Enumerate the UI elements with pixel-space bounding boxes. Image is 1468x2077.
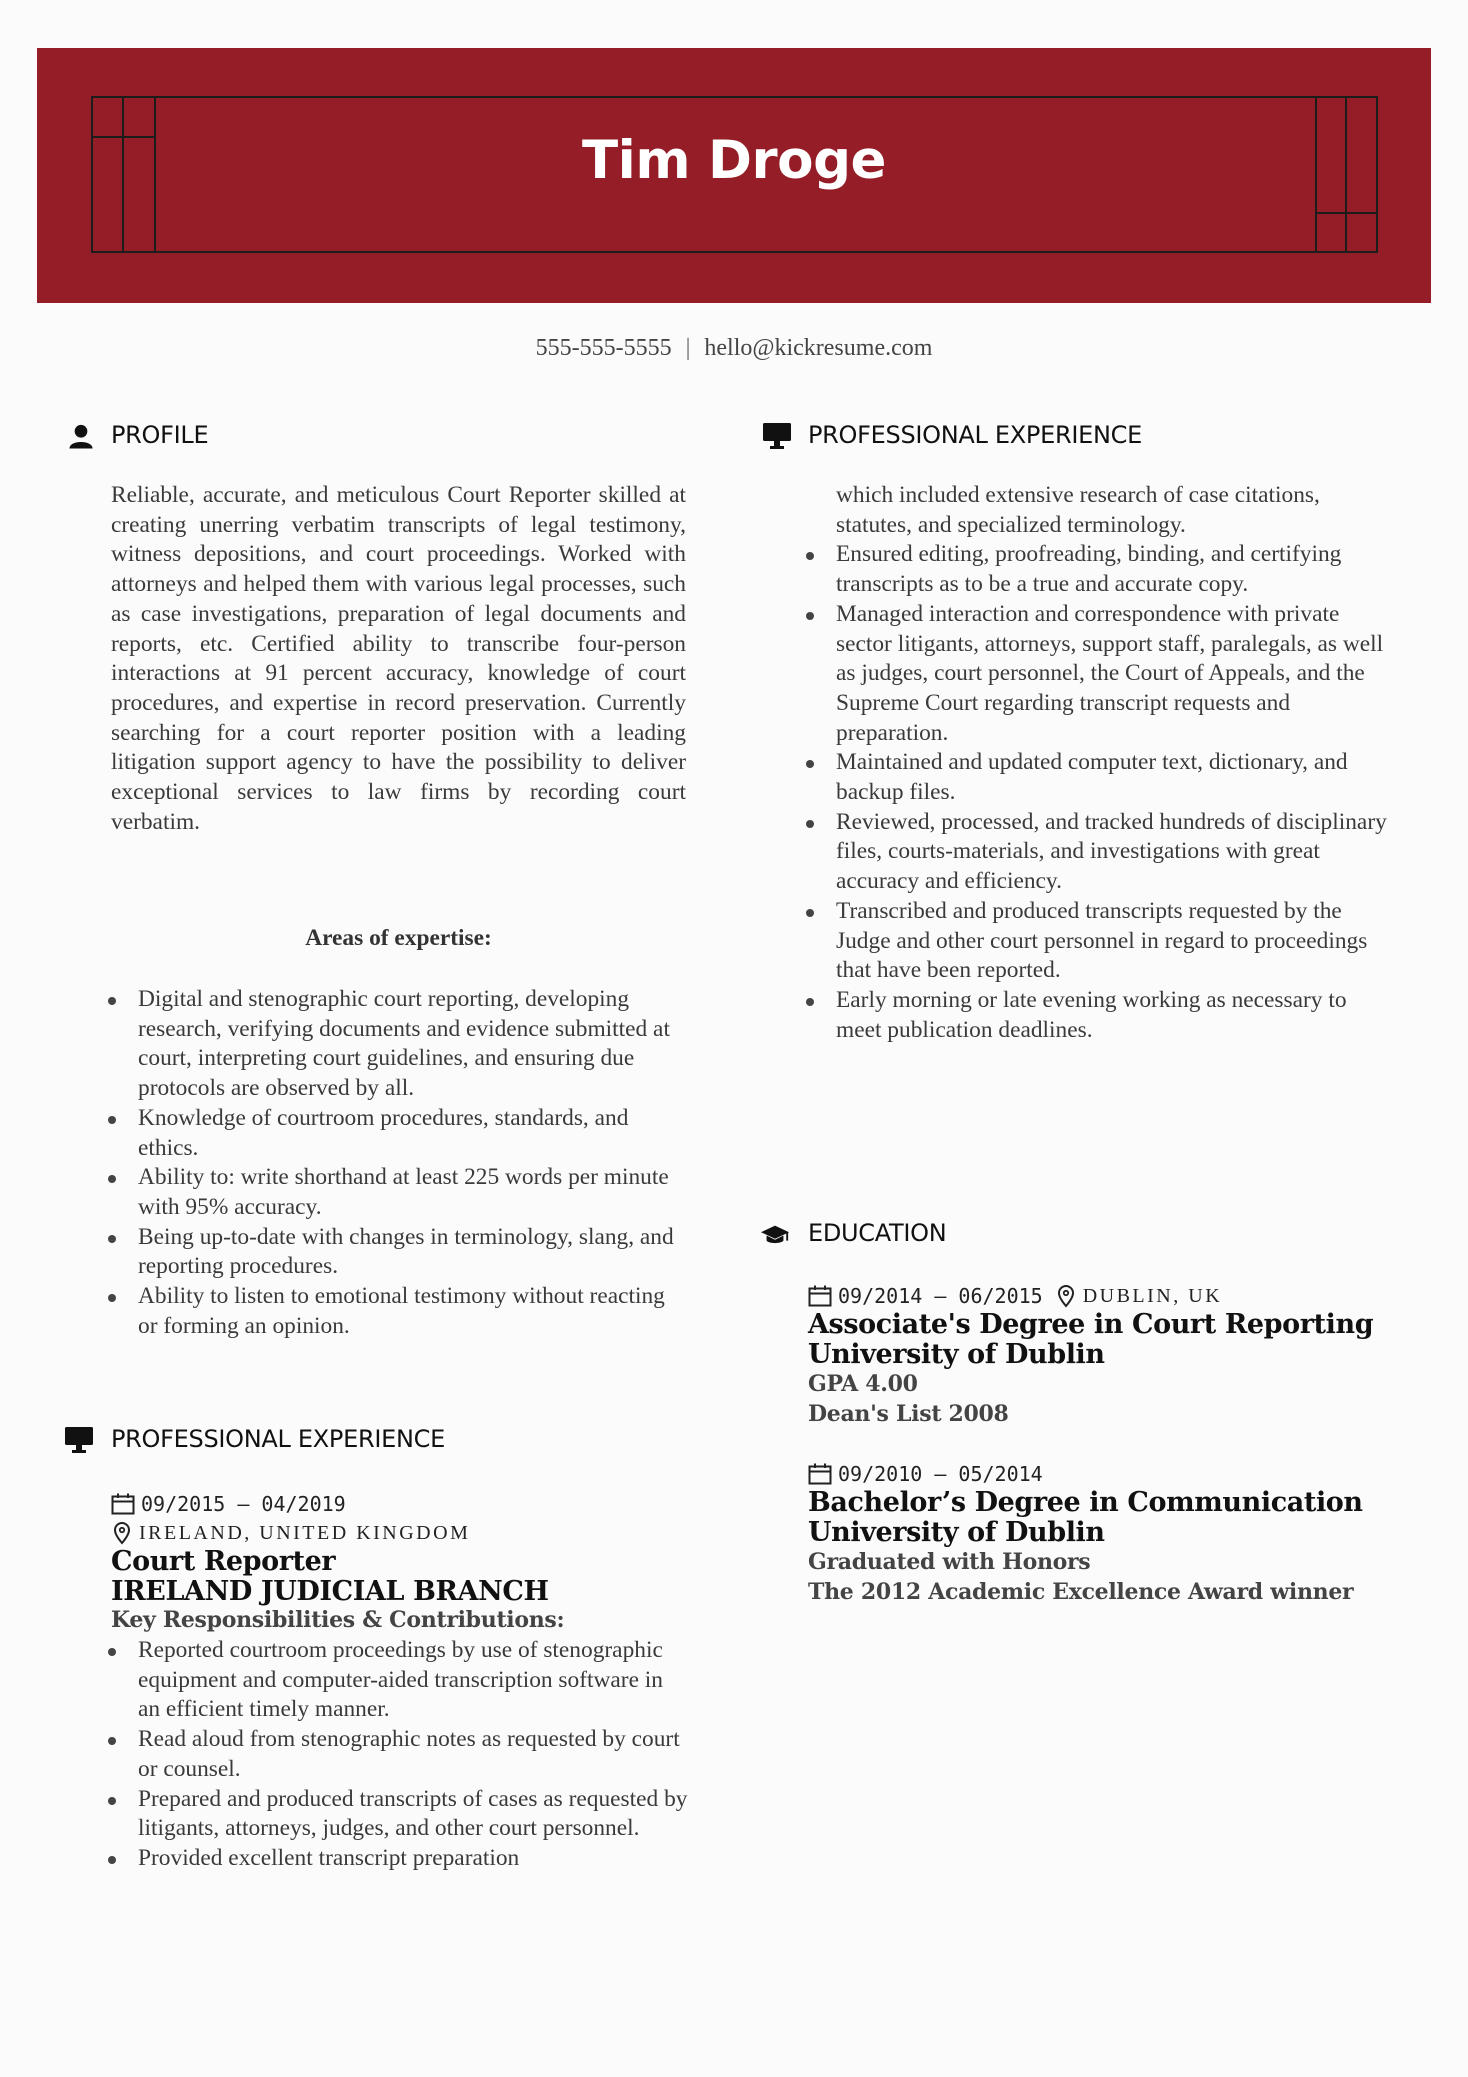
expertise-title: Areas of expertise: [305, 925, 492, 951]
education-dates-text: 09/2014 – 06/2015 [838, 1284, 1043, 1308]
list-item: Knowledge of courtroom procedures, standards, and ethics. [108, 1104, 688, 1163]
education-dates-text: 09/2010 – 05/2014 [838, 1462, 1043, 1486]
profile-section-title [66, 418, 706, 452]
education-school: University of Dublin [808, 1517, 1105, 1548]
expertise-list [108, 985, 688, 1341]
education-detail: GPA 4.00 [808, 1371, 918, 1397]
calendar-icon [808, 1285, 832, 1307]
list-item: Transcribed and produced transcripts requested by the Judge and other court personnel in regard to proceedings that have been reported. [806, 897, 1396, 986]
job-role: Court Reporter [111, 1546, 336, 1577]
calendar-icon [808, 1463, 832, 1485]
list-item: Ability to: write shorthand at least 225 words per minute with 95% accuracy. [108, 1163, 688, 1222]
education-detail: Dean's List 2008 [808, 1401, 1009, 1427]
list-item: Ability to listen to emotional testimony without reacting or forming an opinion. [108, 1282, 688, 1341]
education-school: University of Dublin [808, 1339, 1105, 1370]
candidate-name: Tim Droge [582, 130, 886, 191]
list-item: Maintained and updated computer text, dictionary, and backup files. [806, 748, 1396, 807]
contact-line [0, 335, 1468, 362]
responsibilities-continued-list [806, 481, 1396, 1045]
education-degree: Bachelor’s Degree in Communication [808, 1487, 1363, 1518]
profile-summary: Reliable, accurate, and meticulous Court Reporter skilled at creating unerring verbatim transcripts of legal testimony, witness depositions, and court proceedings. Worked with attorneys and helped them with various legal processes, such as case investigations, preparation of legal documents and reports, etc. Certified ability to transcribe four-person interactions at 91 percent accuracy, knowledge of court procedures, and expertise in record preservation. Currently searching for a court reporter position with a leading litigation support agency to have the possibility to deliver exceptional services to law firms by recording court verbatim. [111, 482, 686, 835]
graduation-cap-icon [760, 1220, 790, 1250]
education-meta [808, 1284, 1222, 1308]
monitor-icon [64, 1425, 94, 1455]
responsibilities-title: Key Responsibilities & Contributions: [111, 1607, 565, 1633]
experience-title-text: PROFESSIONAL EXPERIENCE [111, 1425, 445, 1453]
header-banner [37, 48, 1431, 303]
list-item: Reviewed, processed, and tracked hundreds of disciplinary files, courts-materials, and investigations with great accuracy and efficiency. [806, 808, 1396, 897]
education-title-text: EDUCATION [808, 1219, 947, 1247]
experience-continued-title [762, 418, 1402, 452]
job-location [111, 1521, 470, 1545]
list-item: which included extensive research of case citations, statutes, and specialized terminology. [836, 482, 1320, 538]
list-item: Provided excellent transcript preparation [108, 1844, 688, 1874]
list-item: Digital and stenographic court reporting, developing research, verifying documents and evidence submitted at court, interpreting court guidelines, and ensuring due protocols are observed by all. [108, 985, 688, 1104]
experience-title-text: PROFESSIONAL EXPERIENCE [808, 421, 1142, 449]
frame-line [1315, 212, 1377, 214]
education-detail: Graduated with Honors [808, 1549, 1091, 1575]
job-employer: IRELAND JUDICIAL BRANCH [111, 1576, 549, 1607]
list-item: Early morning or late evening working as necessary to meet publication deadlines. [806, 986, 1396, 1045]
email[interactable]: hello@kickresume.com [704, 335, 933, 361]
list-item: Ensured editing, proofreading, binding, and certifying transcripts as to be a true and accurate copy. [806, 540, 1396, 599]
contact-separator: | [685, 335, 691, 361]
list-item: Reported courtroom proceedings by use of stenographic equipment and computer-aided transcription software in an efficient timely manner. [108, 1636, 688, 1725]
list-item: Prepared and produced transcripts of cases as requested by litigants, attorneys, judges, and other court personnel. [108, 1785, 688, 1844]
profile-title-text: PROFILE [111, 421, 209, 449]
experience-section-title [64, 1422, 704, 1456]
phone[interactable]: 555-555-5555 [535, 335, 672, 361]
calendar-icon [111, 1493, 135, 1515]
list-item: Managed interaction and correspondence with private sector litigants, attorneys, support staff, paralegals, as well as judges, court personnel, the Court of Appeals, and the Supreme Court regarding transcript requests and preparation. [806, 600, 1396, 749]
job-dates [111, 1492, 346, 1516]
responsibilities-list [108, 1636, 688, 1874]
education-meta [808, 1462, 1043, 1486]
location-pin-icon [111, 1521, 133, 1545]
education-section-title [760, 1216, 1400, 1250]
list-item: Read aloud from stenographic notes as requested by court or counsel. [108, 1725, 688, 1784]
education-location-text: DUBLIN, UK [1082, 1284, 1223, 1307]
list-item: Being up-to-date with changes in terminology, slang, and reporting procedures. [108, 1223, 688, 1282]
education-detail: The 2012 Academic Excellence Award winner [808, 1579, 1354, 1605]
person-icon [66, 422, 96, 452]
job-dates-text: 09/2015 – 04/2019 [141, 1492, 346, 1516]
education-degree: Associate's Degree in Court Reporting [808, 1309, 1374, 1340]
monitor-icon [762, 421, 792, 451]
location-pin-icon [1055, 1284, 1077, 1308]
job-location-text: IRELAND, UNITED KINGDOM [139, 1521, 471, 1544]
